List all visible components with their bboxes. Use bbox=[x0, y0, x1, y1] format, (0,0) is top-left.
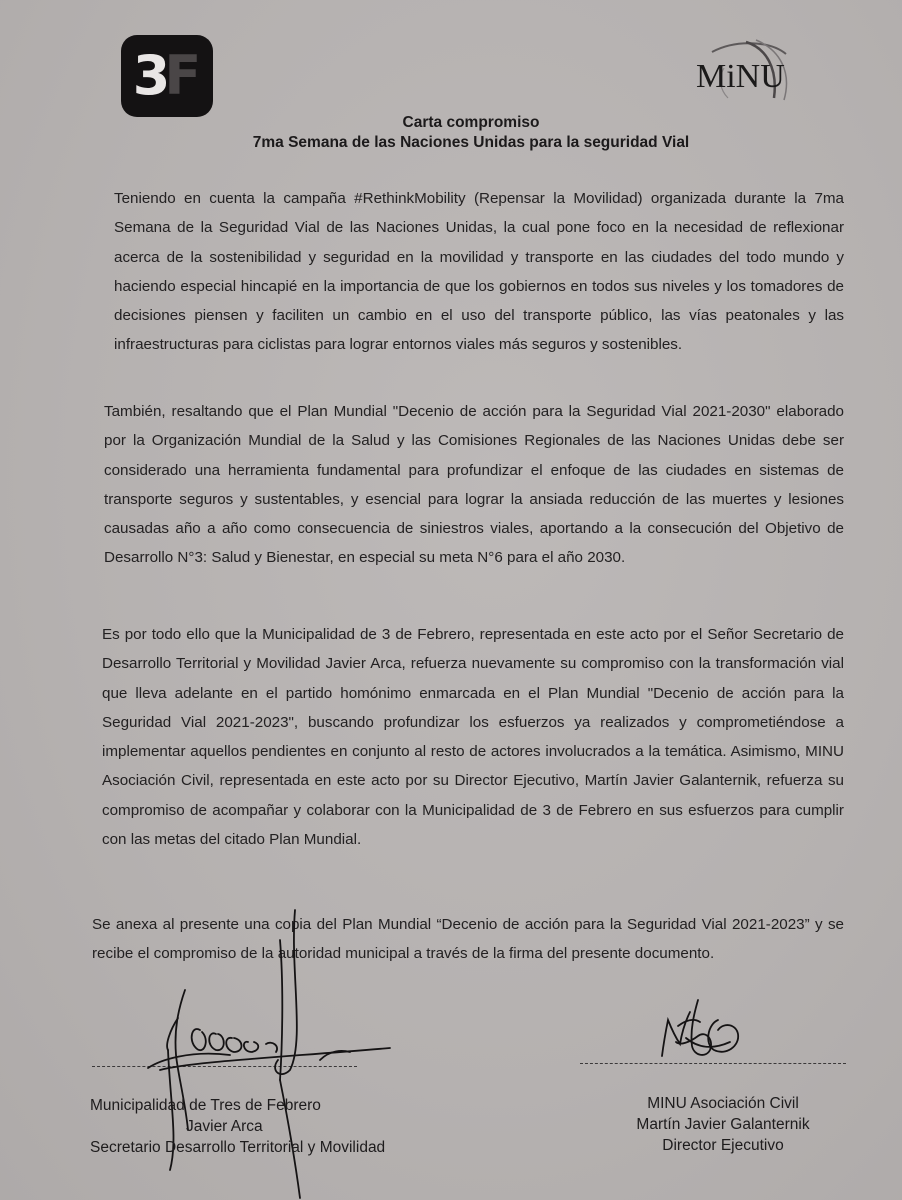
page-title: Carta compromiso bbox=[402, 114, 540, 131]
paragraph-commitment: Es por todo ello que la Municipalidad de 3 de Febrero, representada en este acto por el Señor Secretario de Desarrollo Territorial y Movilidad Javier Arca, refuerza nuevamente su compromiso con la transformación vial que lleva adelante en el partido homónimo enmarcada en el Plan Mundial "Decenio de acción para la Seguridad Vial 2021-2023", buscando profundizar los esfuerzos ya realizados y comprometiéndose a implementar aquellos pendientes en conjunto al resto de actores involucrados a la temática. Asimismo, MINU Asociación Civil, representada en este acto por su Director Ejecutivo, Martín Javier Galanternik, refuerza su compromiso de acompañar y colaborar con la Municipalidad de 3 de Febrero en sus esfuerzos para cumplir con las metas del citado Plan Mundial. bbox=[102, 626, 844, 849]
signatory-organization: MINU Asociación Civil bbox=[647, 1095, 799, 1112]
signatory-name: Martín Javier Galanternik bbox=[636, 1116, 810, 1133]
signature-block-municipalidad bbox=[86, 1095, 438, 1158]
minu-wordmark: MiNU bbox=[696, 58, 785, 95]
handwritten-signature-right bbox=[650, 990, 760, 1070]
signatory-name: Javier Arca bbox=[186, 1118, 263, 1135]
signatory-role: Secretario Desarrollo Territorial y Movilidad bbox=[90, 1139, 386, 1156]
paragraph-plan-mundial: También, resaltando que el Plan Mundial "Decenio de acción para la Seguridad Vial 2021-2030" elaborado por la Organización Mundial de la Salud y las Comisiones Regionales de las Naciones Unidas debe ser considerado una herramienta fundamental para profundizar el enfoque de las ciudades en sistemas de transporte seguros y sustentables, y esencial para lograr la ansiada reducción de las muertes y lesiones causadas año a año como consecuencia de siniestros viales, aportando a la consecución del Objetivo de Desarrollo N°3: Salud y Bienestar, en especial su meta N°6 para el año 2030. bbox=[104, 403, 844, 567]
signature-line-left bbox=[92, 1066, 357, 1067]
tres-de-febrero-logo bbox=[121, 35, 213, 117]
page-subtitle: 7ma Semana de las Naciones Unidas para la seguridad Vial bbox=[252, 134, 690, 151]
minu-logo bbox=[694, 38, 806, 102]
logo-f-glyph: F bbox=[164, 44, 202, 107]
logo-3-glyph: 3 bbox=[132, 44, 167, 107]
paragraph-intro: Teniendo en cuenta la campaña #RethinkMobility (Repensar la Movilidad) organizada durante la 7ma Semana de la Seguridad Vial de las Naciones Unidas, la cual pone foco en la necesidad de reflexionar acerca de la sostenibilidad y seguridad en la movilidad y transporte en las ciudades del todo mundo y haciendo especial hincapié en la importancia de que los gobiernos en todos sus niveles y los tomadores de decisiones piensen y faciliten un cambio en el uso del transporte público, las vías peatonales y las infraestructuras para ciclistas para lograr entornos viales más seguros y sostenibles. bbox=[114, 190, 844, 354]
paragraph-annex: Se anexa al presente una copia del Plan Mundial “Decenio de acción para la Seguridad Vial 2021-2023” y se recibe el compromiso de la autoridad municipal a través de la firma del presente documento. bbox=[92, 916, 844, 963]
signatory-role: Director Ejecutivo bbox=[662, 1137, 784, 1154]
signature-block-minu bbox=[590, 1093, 856, 1156]
signature-line-right bbox=[580, 1063, 846, 1064]
letter-heading bbox=[0, 113, 902, 153]
signatory-organization: Municipalidad de Tres de Febrero bbox=[90, 1097, 321, 1114]
